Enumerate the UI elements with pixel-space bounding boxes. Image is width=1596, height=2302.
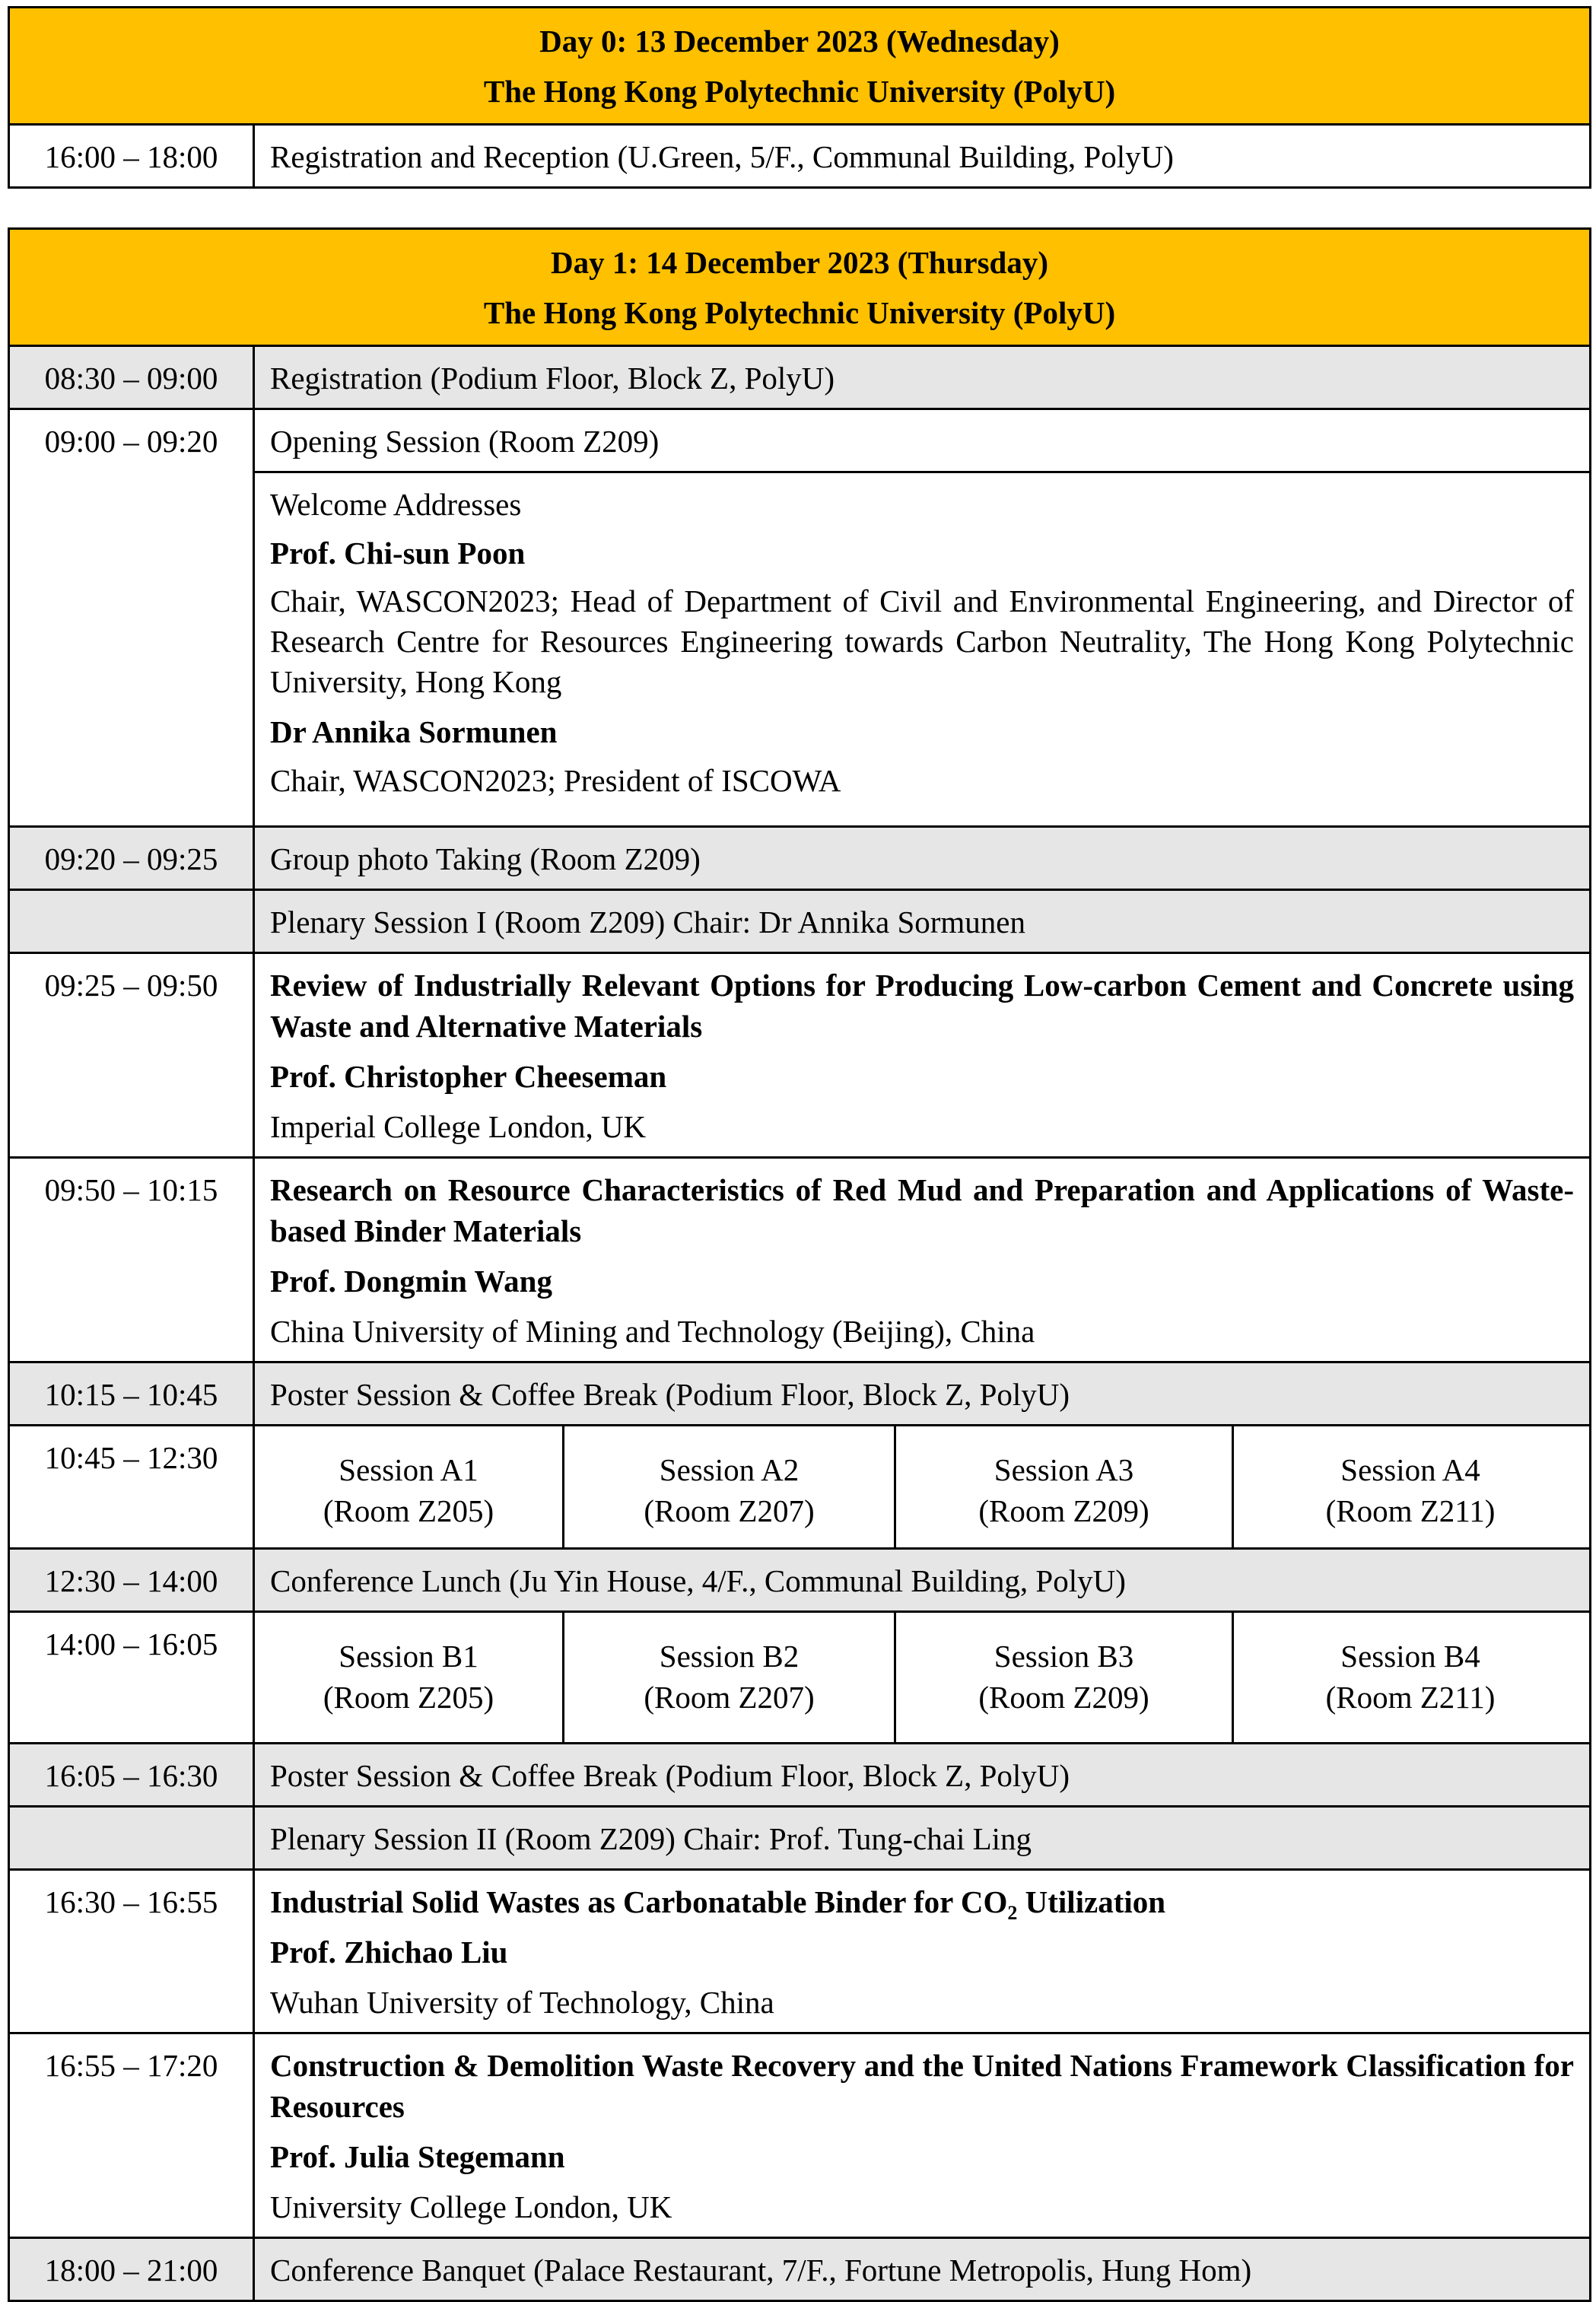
session-name: Session A3 [994, 1452, 1134, 1487]
table-row [9, 346, 1591, 409]
time-cell: 10:15 – 10:45 [9, 1362, 254, 1426]
speaker-affiliation: Wuhan University of Technology, China [270, 1985, 774, 2020]
agenda-item: Registration (Podium Floor, Block Z, PolyU) [254, 346, 1591, 409]
parallel-sessions-a [254, 1426, 1591, 1549]
plenary-session-title: Plenary Session II (Room Z209) Chair: Prof. Tung-chai Ling [254, 1807, 1591, 1870]
day1-title: Day 1: 14 December 2023 (Thursday) [550, 244, 1049, 280]
session-room: (Room Z207) [644, 1680, 815, 1715]
talk-item [254, 1158, 1591, 1362]
table-row [9, 125, 1591, 188]
time-cell: 18:00 – 21:00 [9, 2238, 254, 2301]
day1-venue: The Hong Kong Polytechnic University (PolyU) [483, 294, 1116, 330]
session-b2 [562, 1613, 894, 1742]
time-cell: 16:05 – 16:30 [9, 1744, 254, 1807]
plenary-session-title: Plenary Session I (Room Z209) Chair: Dr Annika Sormunen [254, 890, 1591, 953]
agenda-item: Poster Session & Coffee Break (Podium Floor, Block Z, PolyU) [254, 1744, 1591, 1807]
session-a1 [255, 1426, 562, 1547]
agenda-item: Poster Session & Coffee Break (Podium Floor, Block Z, PolyU) [254, 1362, 1591, 1426]
session-room: (Room Z211) [1325, 1680, 1496, 1715]
session-a2 [562, 1426, 894, 1547]
time-cell: 16:55 – 17:20 [9, 2033, 254, 2238]
agenda-item: Conference Banquet (Palace Restaurant, 7/F., Fortune Metropolis, Hung Hom) [254, 2238, 1591, 2301]
table-row [9, 827, 1591, 890]
day0-venue: The Hong Kong Polytechnic University (PolyU) [483, 73, 1116, 109]
table-row [9, 1158, 1591, 1362]
day0-title: Day 0: 13 December 2023 (Wednesday) [539, 23, 1060, 59]
speaker-name: Prof. Dongmin Wang [270, 1264, 552, 1299]
table-row [9, 409, 1591, 472]
speaker-affiliation: Chair, WASCON2023; President of ISCOWA [270, 763, 841, 798]
time-cell: 16:30 – 16:55 [9, 1870, 254, 2033]
day0-table [8, 6, 1591, 189]
talk-title-text: Industrial Solid Wastes as Carbonatable Binder for CO [270, 1884, 1008, 1919]
parallel-sessions-b [254, 1612, 1591, 1744]
speaker-name: Prof. Zhichao Liu [270, 1935, 508, 1970]
time-cell [9, 1807, 254, 1870]
speaker-affiliation: University College London, UK [270, 2189, 672, 2224]
session-b4 [1232, 1613, 1587, 1742]
table-row [9, 890, 1591, 953]
talk-title-text-end: Utilization [1017, 1884, 1166, 1919]
time-cell: 10:45 – 12:30 [9, 1426, 254, 1549]
speaker-affiliation: Chair, WASCON2023; Head of Department of Civil and Environmental Engineering, and Director of Research Centre for Resources Engineering towards Carbon Neutrality, The Hong Kong Polytechnic University, Hong Kong [270, 583, 1574, 699]
session-name: Session A2 [659, 1452, 800, 1487]
time-cell: 14:00 – 16:05 [9, 1612, 254, 1744]
speaker-name: Prof. Chi-sun Poon [270, 536, 526, 571]
talk-item [254, 2033, 1591, 2238]
time-cell: 16:00 – 18:00 [9, 125, 254, 188]
session-room: (Room Z209) [978, 1493, 1149, 1528]
speaker-name: Prof. Christopher Cheeseman [270, 1059, 667, 1094]
session-a3 [894, 1426, 1232, 1547]
speaker-affiliation: Imperial College London, UK [270, 1109, 647, 1144]
session-room: (Room Z207) [644, 1493, 815, 1528]
talk-title [270, 1881, 1574, 1925]
speaker-name: Prof. Julia Stegemann [270, 2139, 565, 2174]
welcome-label: Welcome Addresses [270, 487, 522, 522]
session-room: (Room Z211) [1325, 1493, 1496, 1528]
agenda-item: Registration and Reception (U.Green, 5/F., Communal Building, PolyU) [254, 125, 1591, 188]
table-row [9, 1870, 1591, 2033]
table-row [9, 1549, 1591, 1612]
session-name: Session A1 [339, 1452, 478, 1487]
agenda-item: Opening Session (Room Z209) [254, 409, 1591, 472]
talk-title: Construction & Demolition Waste Recovery and the United Nations Framework Classification for Resources [270, 2048, 1574, 2124]
time-cell: 09:00 – 09:20 [9, 409, 254, 827]
talk-item [254, 953, 1591, 1158]
session-b1 [255, 1613, 562, 1742]
table-row [9, 2238, 1591, 2301]
table-row [9, 2033, 1591, 2238]
day0-header [9, 8, 1591, 125]
session-a4 [1232, 1426, 1587, 1547]
table-row [9, 1744, 1591, 1807]
time-cell: 08:30 – 09:00 [9, 346, 254, 409]
session-name: Session B2 [659, 1639, 800, 1674]
speaker-name: Dr Annika Sormunen [270, 714, 558, 749]
time-cell: 09:50 – 10:15 [9, 1158, 254, 1362]
day1-table [8, 227, 1591, 2302]
time-cell [9, 890, 254, 953]
talk-title: Review of Industrially Relevant Options for Producing Low-carbon Cement and Concrete using Waste and Alternative Materials [270, 968, 1574, 1044]
time-cell: 09:25 – 09:50 [9, 953, 254, 1158]
agenda-item: Group photo Taking (Room Z209) [254, 827, 1591, 890]
day1-header [9, 229, 1591, 346]
welcome-addresses [254, 472, 1591, 827]
table-row [9, 1612, 1591, 1744]
talk-title-subscript: 2 [1007, 1902, 1018, 1925]
session-room: (Room Z205) [323, 1680, 494, 1715]
table-row [9, 1426, 1591, 1549]
table-row [9, 1807, 1591, 1870]
session-name: Session A4 [1340, 1452, 1480, 1487]
speaker-affiliation: China University of Mining and Technology (Beijing), China [270, 1314, 1035, 1349]
talk-title: Research on Resource Characteristics of Red Mud and Preparation and Applications of Waste-based Binder Materials [270, 1172, 1574, 1248]
table-row [9, 1362, 1591, 1426]
table-row [9, 953, 1591, 1158]
session-name: Session B4 [1340, 1639, 1480, 1674]
time-cell: 12:30 – 14:00 [9, 1549, 254, 1612]
agenda-item: Conference Lunch (Ju Yin House, 4/F., Communal Building, PolyU) [254, 1549, 1591, 1612]
time-cell: 09:20 – 09:25 [9, 827, 254, 890]
session-room: (Room Z209) [978, 1680, 1149, 1715]
session-room: (Room Z205) [323, 1493, 494, 1528]
session-b3 [894, 1613, 1232, 1742]
session-name: Session B3 [994, 1639, 1134, 1674]
session-name: Session B1 [339, 1639, 478, 1674]
talk-item [254, 1870, 1591, 2033]
